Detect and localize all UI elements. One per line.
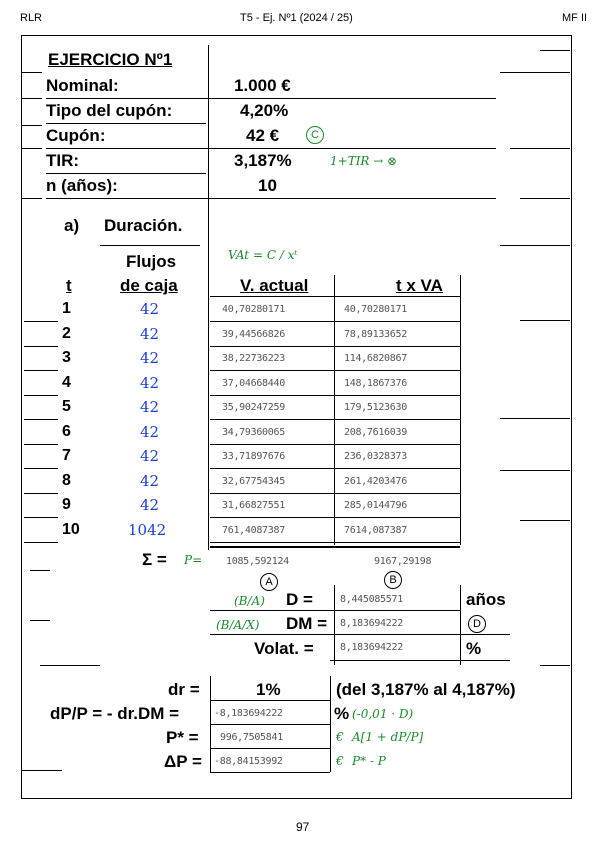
dp-value: -88,84153992 — [214, 756, 283, 767]
dm-label: DM = — [286, 614, 328, 633]
param-value: 10 — [258, 176, 277, 195]
row-tva: 148,1867376 — [344, 377, 407, 389]
row-left-dash — [24, 542, 58, 543]
coupon-mark: C — [306, 125, 324, 144]
dr-value: 1% — [256, 680, 281, 699]
pstar-note: A[1 + dP/P] — [352, 730, 424, 744]
dp-label: ΔP = — [164, 752, 202, 771]
row-tva: 7614,087387 — [344, 524, 407, 536]
sum-label: Σ = — [142, 550, 167, 569]
row-divider — [210, 370, 460, 371]
row-left-dash — [24, 395, 58, 396]
mark-b: B — [384, 570, 402, 589]
row-t: 4 — [62, 373, 71, 391]
sum-tva: 9167,29198 — [374, 556, 432, 567]
row-va: 37,04668440 — [222, 377, 285, 389]
pstar-unit: € — [336, 730, 344, 744]
header-right: MF II — [562, 12, 588, 24]
row-va: 33,71897676 — [222, 451, 285, 462]
param-value: 4,20% — [240, 101, 289, 120]
col-header-vactual: V. actual — [240, 276, 309, 295]
page-number: 97 — [296, 820, 310, 834]
dpp-note: (-0,01 · D) — [352, 707, 414, 721]
row-t: 8 — [62, 471, 71, 489]
row-va: 761,4087387 — [222, 524, 285, 536]
row-divider — [210, 395, 460, 396]
row-va: 32,67754345 — [222, 475, 285, 487]
sum-va: 1085,592124 — [226, 556, 289, 567]
row-tva: 285,0144796 — [344, 500, 407, 511]
row-flujo: 42 — [140, 373, 160, 392]
row-left-dash — [24, 493, 58, 494]
row-tva: 78,89133652 — [344, 328, 407, 340]
pstar-label: P* = — [166, 728, 199, 747]
row-t: 6 — [62, 422, 71, 440]
d-unit: años — [466, 590, 506, 609]
dm-mark: D — [468, 614, 486, 633]
mark-a: A — [260, 572, 278, 591]
row-flujo: 42 — [140, 398, 160, 416]
param-label: Cupón: — [46, 126, 106, 145]
header-center: T5 - Ej. Nº1 (2024 / 25) — [240, 12, 353, 24]
row-flujo: 42 — [140, 496, 160, 514]
row-left-dash — [24, 419, 58, 420]
dpp-unit: % — [334, 704, 350, 723]
row-tva: 261,4203476 — [344, 475, 407, 487]
dp-note: P* - P — [352, 754, 386, 768]
dm-value: 8,183694222 — [340, 618, 403, 629]
row-va: 38,22736223 — [222, 353, 285, 364]
row-t: 3 — [62, 349, 71, 366]
row-divider — [210, 419, 460, 420]
row-tva: 40,70280171 — [344, 304, 407, 315]
param-value: 1.000 € — [234, 76, 291, 95]
col-header-txva: t x VA — [396, 276, 443, 295]
d-value: 8,445085571 — [340, 594, 403, 605]
col-header-flujos2: de caja — [120, 276, 178, 295]
row-tva: 179,5123630 — [344, 402, 407, 413]
param-label: Nominal: — [46, 76, 119, 95]
volat-value: 8,183694222 — [340, 642, 403, 653]
param-label: TIR: — [46, 151, 80, 170]
row-va: 35,90247259 — [222, 402, 285, 413]
row-flujo: 42 — [140, 447, 160, 465]
row-tva: 114,6820867 — [344, 353, 407, 364]
d-label: D = — [286, 590, 313, 609]
dr-label: dr = — [168, 680, 200, 699]
row-divider — [210, 321, 460, 322]
row-t: 2 — [62, 324, 71, 342]
row-divider — [210, 493, 460, 494]
tir-note: 1+TIR → ⊗ — [330, 154, 398, 168]
header-left: RLR — [20, 12, 43, 24]
row-tva: 236,0328373 — [344, 451, 407, 462]
row-divider — [210, 542, 460, 543]
row-va: 39,44566826 — [222, 328, 285, 340]
row-flujo: 42 — [140, 300, 160, 318]
volat-unit: % — [466, 639, 482, 658]
section-title: Duración. — [104, 216, 183, 235]
row-left-dash — [24, 346, 58, 347]
row-t: 9 — [62, 496, 71, 513]
row-t: 5 — [62, 398, 71, 415]
row-divider — [210, 346, 460, 347]
formula-note: VAt = C / xᵗ — [228, 248, 298, 262]
sum-p: P= — [184, 553, 203, 567]
row-tva: 208,7616039 — [344, 426, 407, 438]
dpp-label: dP/P = - dr.DM = — [50, 704, 180, 723]
row-left-dash — [24, 370, 58, 371]
volat-label: Volat. = — [254, 639, 314, 658]
row-flujo: 42 — [140, 324, 160, 343]
row-divider — [210, 444, 460, 445]
dr-note: (del 3,187% al 4,187%) — [336, 680, 516, 699]
row-left-dash — [24, 321, 58, 322]
row-va: 34,79360065 — [222, 426, 285, 438]
col-header-flujos: Flujos — [126, 252, 177, 271]
param-value: 42 € — [246, 126, 280, 145]
param-label: Tipo del cupón: — [46, 101, 173, 120]
row-left-dash — [24, 468, 58, 469]
col-header-t: t — [66, 276, 72, 295]
section-letter: a) — [64, 216, 80, 235]
param-label: n (años): — [46, 176, 118, 195]
row-va: 40,70280171 — [222, 304, 285, 315]
row-left-dash — [24, 517, 58, 518]
pstar-value: 996,7505841 — [220, 732, 283, 743]
row-t: 1 — [62, 300, 71, 317]
row-divider — [210, 517, 460, 518]
dpp-value: -8,183694222 — [214, 708, 283, 719]
row-divider — [210, 468, 460, 469]
dm-note: (B/A/X) — [216, 618, 260, 632]
row-t: 10 — [62, 520, 80, 538]
param-value: 3,187% — [234, 151, 292, 170]
row-left-dash — [24, 444, 58, 445]
d-note: (B/A) — [234, 594, 265, 608]
row-flujo: 42 — [140, 471, 160, 490]
exercise-title: EJERCICIO Nº1 — [48, 50, 173, 69]
dp-unit: € — [336, 754, 344, 768]
row-t: 7 — [62, 447, 71, 464]
row-flujo: 42 — [140, 349, 160, 367]
row-flujo: 42 — [140, 422, 160, 441]
row-flujo: 1042 — [128, 520, 167, 539]
row-va: 31,66827551 — [222, 500, 285, 511]
